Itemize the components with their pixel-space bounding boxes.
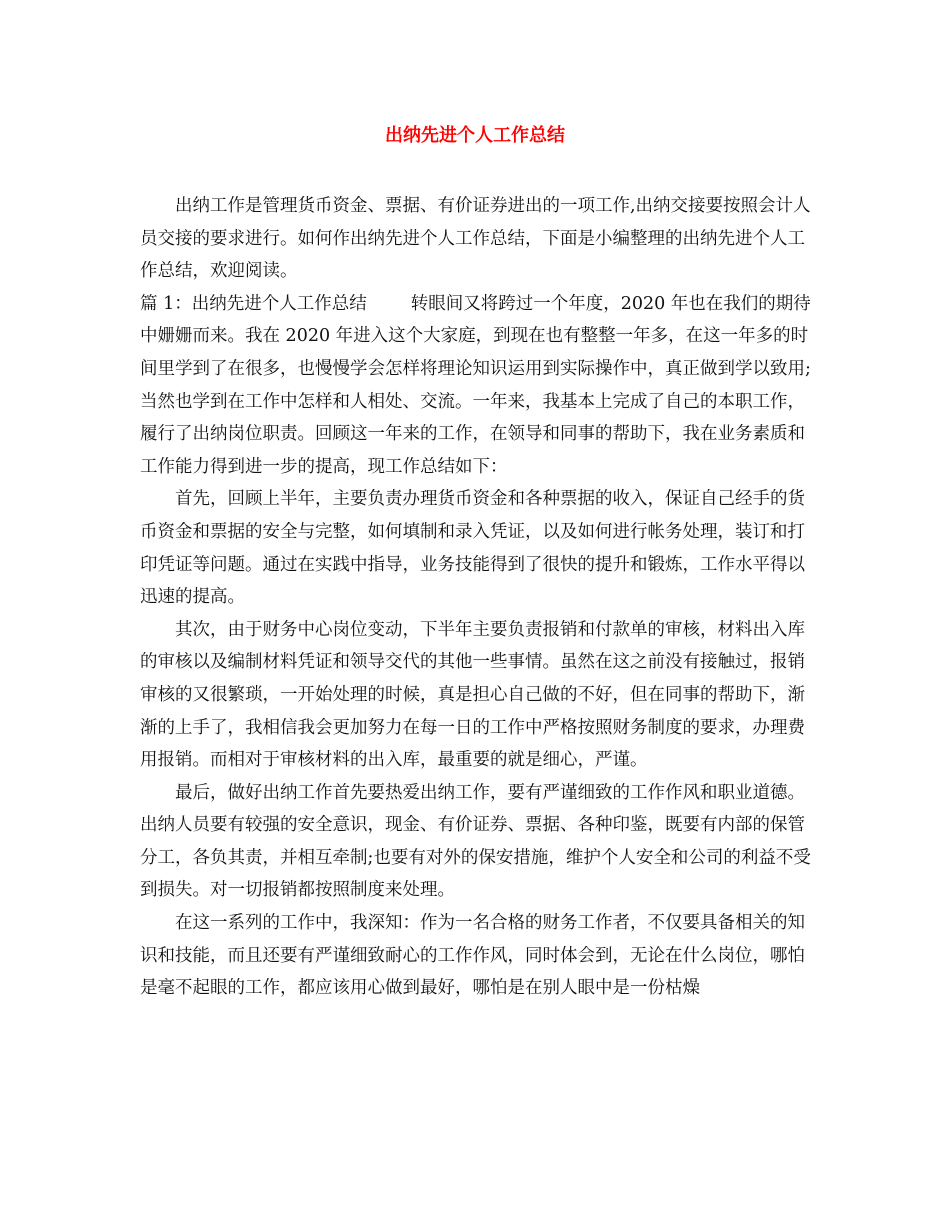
part-text: 转眼间又将跨过一个年度，2020 年也在我们的期待中姗姗而来。我在 2020 年进入这个大家庭，到现在也有整整一年多，在这一年多的时间里学到了在很多，也慢慢学会怎样将理论知识运用到实际操作中，真正做到学以致用;当然也学到在工作中怎样和人相处、交流。一年来，我基本上完成了自己的本职工作，履行了出纳岗位职责。回顾这一年来的工作，在领导和同事的帮助下，我在业务素质和工作能力得到进一步的提高，现工作总结如下：	[140, 293, 811, 477]
body-paragraph-2: 其次，由于财务中心岗位变动，下半年主要负责报销和付款单的审核，材料出入库的审核以及编制材料凭证和领导交代的其他一些事情。虽然在这之前没有接触过，报销审核的又很繁琐，一开始处理的时候，真是担心自己做的不好，但在同事的帮助下，渐渐的上手了，我相信我会更加努力在每一日的工作中严格按照财务制度的要求，办理费用报销。而相对于审核材料的出入库，最重要的就是细心，严谨。	[140, 619, 805, 771]
part-label: 篇 1：出纳先进个人工作总结	[140, 293, 367, 314]
body-paragraph-3: 最后，做好出纳工作首先要热爱出纳工作，要有严谨细致的工作作风和职业道德。出纳人员要有较强的安全意识，现金、有价证券、票据、各种印鉴，既要有内部的保管分工，各负其责，并相互牵制;也要有对外的保安措施，维护个人安全和公司的利益不受到损失。对一切报销都按照制度来处理。	[140, 782, 811, 901]
intro-paragraph: 出纳工作是管理货币资金、票据、有价证券进出的一项工作,出纳交接要按照会计人员交接的要求进行。如何作出纳先进个人工作总结，下面是小编整理的出纳先进个人工作总结，欢迎阅读。	[140, 196, 811, 282]
part-paragraph	[140, 288, 814, 484]
body-paragraph-4: 在这一系列的工作中，我深知：作为一名合格的财务工作者，不仅要具备相关的知识和技能，而且还要有严谨细致耐心的工作作风，同时体会到，无论在什么岗位，哪怕是毫不起眼的工作，都应该用心做到最好，哪怕是在别人眼中是一份枯燥	[140, 913, 805, 999]
document-body	[140, 190, 814, 1005]
body-paragraph-1: 首先，回顾上半年，主要负责办理货币资金和各种票据的收入，保证自己经手的货币资金和票据的安全与完整，如何填制和录入凭证，以及如何进行帐务处理，装订和打印凭证等问题。通过在实践中指导，业务技能得到了很快的提升和锻炼，工作水平得以迅速的提高。	[140, 489, 805, 608]
document-title: 出纳先进个人工作总结	[385, 125, 565, 146]
